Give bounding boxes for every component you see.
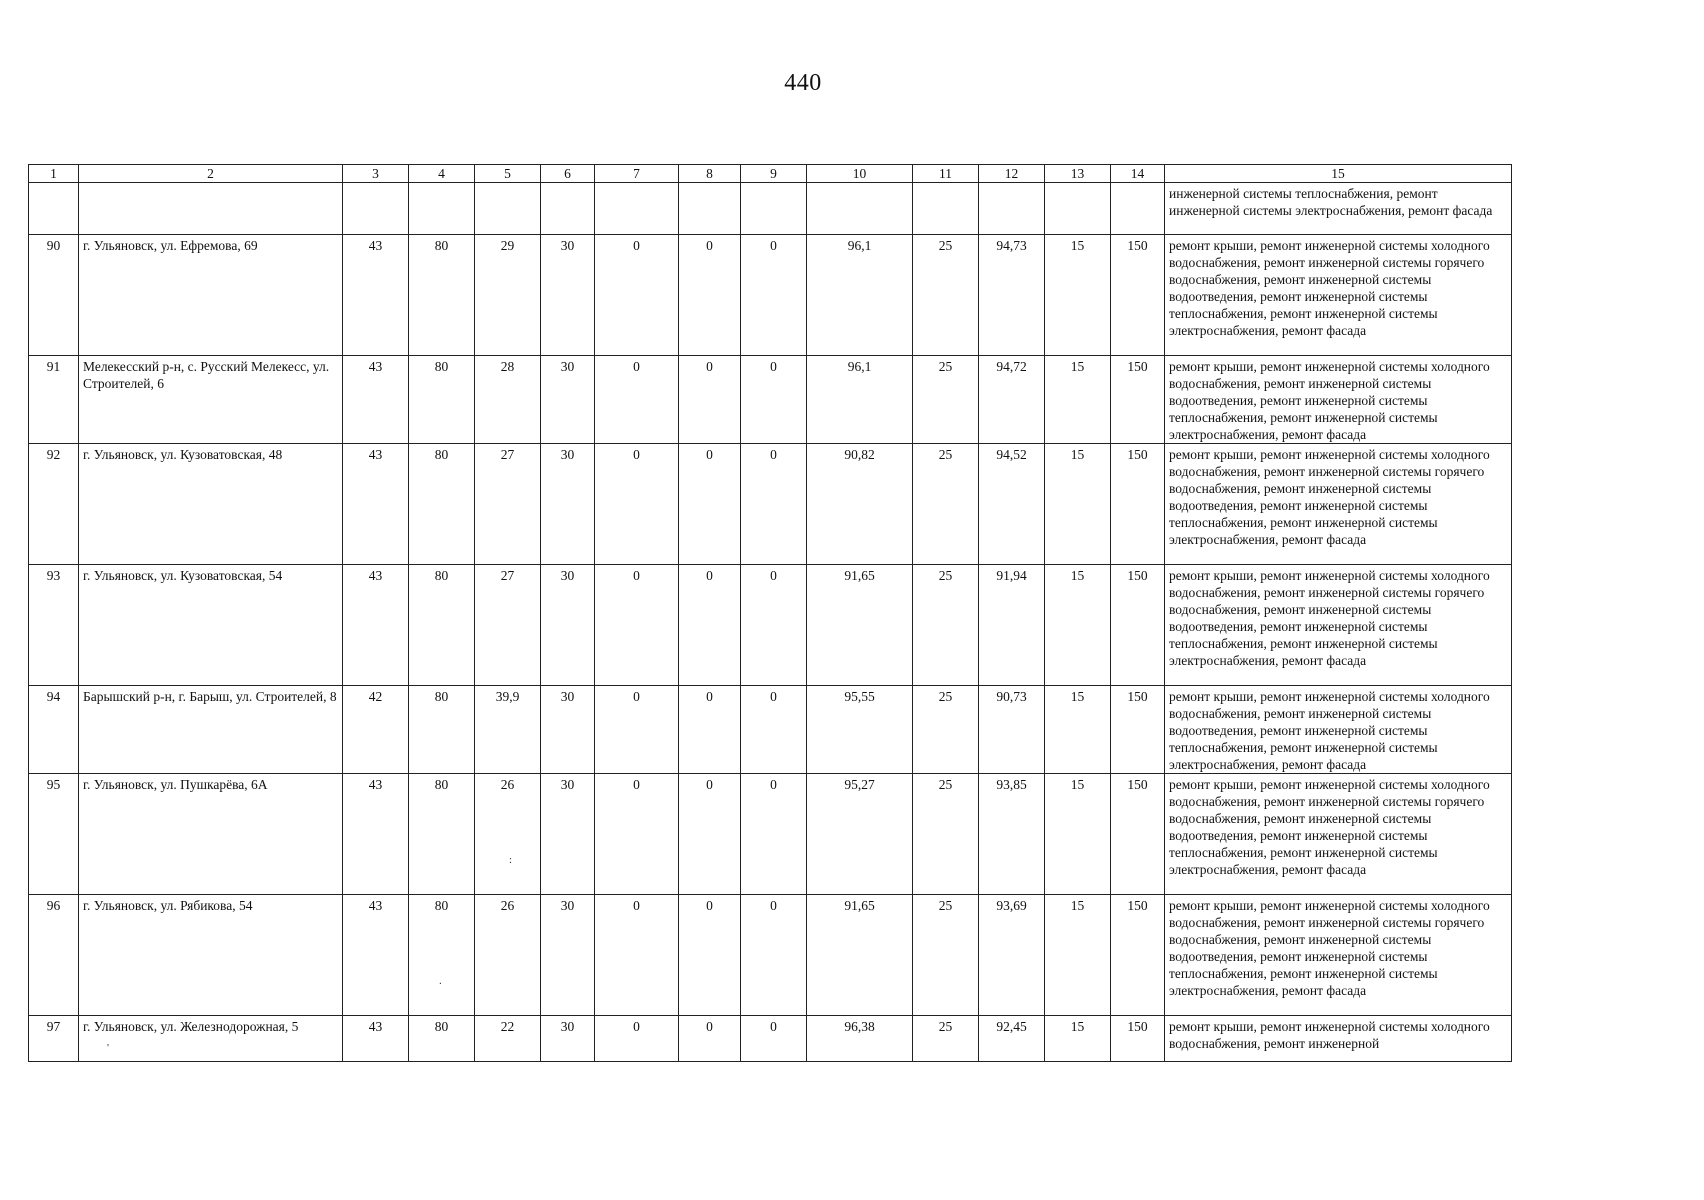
- cell: 43: [343, 895, 409, 1016]
- address-cell: г. Ульяновск, ул. Кузоватовская, 48: [79, 444, 343, 565]
- table-row: [29, 895, 1512, 1016]
- cell: 150: [1111, 686, 1165, 774]
- cell: 25: [913, 1016, 979, 1062]
- column-header: 2: [79, 165, 343, 183]
- cell: 0: [595, 565, 679, 686]
- cell: 0: [741, 1016, 807, 1062]
- cell: 15: [1045, 686, 1111, 774]
- cell: 0: [595, 774, 679, 895]
- column-header: 7: [595, 165, 679, 183]
- cell: 94,52: [979, 444, 1045, 565]
- address-cell: г. Ульяновск, ул. Пушкарёва, 6А: [79, 774, 343, 895]
- cell: 0: [595, 235, 679, 356]
- cell: 30: [541, 686, 595, 774]
- cell: 0: [741, 895, 807, 1016]
- address-cell: г. Ульяновск, ул. Рябикова, 54: [79, 895, 343, 1016]
- cell: 0: [741, 356, 807, 444]
- cell: 150: [1111, 895, 1165, 1016]
- cell: 28: [475, 356, 541, 444]
- cell: 15: [1045, 895, 1111, 1016]
- cell: 15: [1045, 565, 1111, 686]
- cell: 25: [913, 565, 979, 686]
- works-cell: ремонт крыши, ремонт инженерной системы холодного водоснабжения, ремонт инженерной системы водоотведения, ремонт инженерной системы теплоснабжения, ремонт инженерной системы электроснабжения, ремонт фасада: [1165, 686, 1512, 774]
- column-header: 13: [1045, 165, 1111, 183]
- continuation-row: [29, 183, 1512, 235]
- works-cell: ремонт крыши, ремонт инженерной системы холодного водоснабжения, ремонт инженерной системы водоотведения, ремонт инженерной системы теплоснабжения, ремонт инженерной системы электроснабжения, ремонт фасада: [1165, 356, 1512, 444]
- cell: 80: [409, 235, 475, 356]
- cell: 150: [1111, 774, 1165, 895]
- cell: 25: [913, 235, 979, 356]
- cell: 43: [343, 1016, 409, 1062]
- cell: 0: [595, 895, 679, 1016]
- cell: 92,45: [979, 1016, 1045, 1062]
- column-header: 11: [913, 165, 979, 183]
- cell: 90,82: [807, 444, 913, 565]
- row-number: 97: [29, 1016, 79, 1062]
- address-cell: Барышский р-н, г. Барыш, ул. Строителей, 8: [79, 686, 343, 774]
- cell: 30: [541, 1016, 595, 1062]
- cell: 0: [679, 774, 741, 895]
- cell: 150: [1111, 565, 1165, 686]
- cell: 0: [679, 444, 741, 565]
- cell: 0: [595, 1016, 679, 1062]
- cell: 0: [741, 774, 807, 895]
- row-number: 95: [29, 774, 79, 895]
- cell: 94,72: [979, 356, 1045, 444]
- cell: 15: [1045, 235, 1111, 356]
- cell: 91,94: [979, 565, 1045, 686]
- cell: 15: [1045, 1016, 1111, 1062]
- cell: 95,55: [807, 686, 913, 774]
- cell: 30: [541, 444, 595, 565]
- works-cell: инженерной системы теплоснабжения, ремонт инженерной системы электроснабжения, ремонт фасада: [1165, 183, 1512, 235]
- cell: 0: [741, 686, 807, 774]
- column-header: 15: [1165, 165, 1512, 183]
- works-cell: ремонт крыши, ремонт инженерной системы холодного водоснабжения, ремонт инженерной системы горячего водоснабжения, ремонт инженерной системы водоотведения, ремонт инженерной системы теплоснабжения, ремонт инженерной системы электроснабжения, ремонт фасада: [1165, 774, 1512, 895]
- table-row: [29, 444, 1512, 565]
- cell: 0: [741, 235, 807, 356]
- table-row: [29, 774, 1512, 895]
- cell-value: 26: [500, 777, 515, 792]
- cell: 22: [475, 1016, 541, 1062]
- cell: 0: [679, 1016, 741, 1062]
- row-number: 96: [29, 895, 79, 1016]
- cell: 25: [913, 444, 979, 565]
- cell: 30: [541, 356, 595, 444]
- cell: 30: [541, 235, 595, 356]
- cell: 25: [913, 686, 979, 774]
- cell: [475, 774, 541, 895]
- cell: 0: [679, 565, 741, 686]
- cell: 93,69: [979, 895, 1045, 1016]
- cell: 80: [409, 444, 475, 565]
- column-header: 9: [741, 165, 807, 183]
- cell: 91,65: [807, 895, 913, 1016]
- cell: 96,38: [807, 1016, 913, 1062]
- cell: 150: [1111, 444, 1165, 565]
- column-header: 4: [409, 165, 475, 183]
- cell: 25: [913, 356, 979, 444]
- cell: 80: [409, 774, 475, 895]
- cell: 0: [679, 235, 741, 356]
- works-cell: ремонт крыши, ремонт инженерной системы холодного водоснабжения, ремонт инженерной системы горячего водоснабжения, ремонт инженерной системы водоотведения, ремонт инженерной системы теплоснабжения, ремонт инженерной системы электроснабжения, ремонт фасада: [1165, 444, 1512, 565]
- table-row: [29, 235, 1512, 356]
- works-cell: ремонт крыши, ремонт инженерной системы холодного водоснабжения, ремонт инженерной: [1165, 1016, 1512, 1062]
- row-number: 91: [29, 356, 79, 444]
- cell: 95,27: [807, 774, 913, 895]
- address-cell: г. Ульяновск, ул. Ефремова, 69: [79, 235, 343, 356]
- cell: 0: [679, 686, 741, 774]
- column-header: 3: [343, 165, 409, 183]
- cell: 96,1: [807, 235, 913, 356]
- cell: 26: [475, 895, 541, 1016]
- cell: 80: [409, 1016, 475, 1062]
- cell: 0: [741, 444, 807, 565]
- column-header: 6: [541, 165, 595, 183]
- column-header: 8: [679, 165, 741, 183]
- cell: 0: [741, 565, 807, 686]
- scan-speck: ': [107, 1042, 109, 1054]
- works-cell: ремонт крыши, ремонт инженерной системы холодного водоснабжения, ремонт инженерной системы горячего водоснабжения, ремонт инженерной системы водоотведения, ремонт инженерной системы теплоснабжения, ремонт инженерной системы электроснабжения, ремонт фасада: [1165, 565, 1512, 686]
- row-number: 92: [29, 444, 79, 565]
- table-row: [29, 565, 1512, 686]
- cell: 80: [409, 686, 475, 774]
- page-number: 440: [784, 70, 822, 96]
- address-text: г. Ульяновск, ул. Железнодорожная, 5: [83, 1019, 299, 1034]
- row-number: 90: [29, 235, 79, 356]
- cell: 27: [475, 565, 541, 686]
- cell: [409, 895, 475, 1016]
- cell: 27: [475, 444, 541, 565]
- cell: 43: [343, 235, 409, 356]
- works-cell: ремонт крыши, ремонт инженерной системы холодного водоснабжения, ремонт инженерной системы горячего водоснабжения, ремонт инженерной системы водоотведения, ремонт инженерной системы теплоснабжения, ремонт инженерной системы электроснабжения, ремонт фасада: [1165, 895, 1512, 1016]
- cell: 43: [343, 565, 409, 686]
- address-cell: г. Ульяновск, ул. Кузоватовская, 54: [79, 565, 343, 686]
- cell: 90,73: [979, 686, 1045, 774]
- cell: 0: [595, 356, 679, 444]
- cell: 30: [541, 774, 595, 895]
- column-header: 5: [475, 165, 541, 183]
- cell: 0: [679, 895, 741, 1016]
- cell: 39,9: [475, 686, 541, 774]
- cell: 150: [1111, 235, 1165, 356]
- column-header: 1: [29, 165, 79, 183]
- cell: 96,1: [807, 356, 913, 444]
- cell: 150: [1111, 356, 1165, 444]
- cell: 25: [913, 774, 979, 895]
- cell: 25: [913, 895, 979, 1016]
- table-row: [29, 1016, 1512, 1062]
- cell: 93,85: [979, 774, 1045, 895]
- cell: 43: [343, 444, 409, 565]
- cell: 15: [1045, 356, 1111, 444]
- column-header: 12: [979, 165, 1045, 183]
- row-number: 94: [29, 686, 79, 774]
- address-cell: Мелекесский р-н, с. Русский Мелекесс, ул. Строителей, 6: [79, 356, 343, 444]
- cell: 43: [343, 774, 409, 895]
- scan-speck: .: [439, 975, 442, 987]
- column-number-row: [29, 165, 1512, 183]
- cell: 30: [541, 895, 595, 1016]
- column-header: 14: [1111, 165, 1165, 183]
- repair-program-table: [28, 164, 1512, 1062]
- cell: 80: [409, 565, 475, 686]
- table-row: [29, 686, 1512, 774]
- cell: 30: [541, 565, 595, 686]
- cell: 0: [595, 444, 679, 565]
- cell: 94,73: [979, 235, 1045, 356]
- cell: 0: [679, 356, 741, 444]
- cell: 29: [475, 235, 541, 356]
- cell: 43: [343, 356, 409, 444]
- cell: 0: [595, 686, 679, 774]
- address-cell: [79, 1016, 343, 1062]
- works-cell: ремонт крыши, ремонт инженерной системы холодного водоснабжения, ремонт инженерной системы горячего водоснабжения, ремонт инженерной системы водоотведения, ремонт инженерной системы теплоснабжения, ремонт инженерной системы электроснабжения, ремонт фасада: [1165, 235, 1512, 356]
- cell: 80: [409, 356, 475, 444]
- row-number: 93: [29, 565, 79, 686]
- cell: 15: [1045, 444, 1111, 565]
- cell: 15: [1045, 774, 1111, 895]
- cell-value: 80: [434, 898, 449, 913]
- cell: 42: [343, 686, 409, 774]
- table-row: [29, 356, 1512, 444]
- column-header: 10: [807, 165, 913, 183]
- cell: 150: [1111, 1016, 1165, 1062]
- cell: 91,65: [807, 565, 913, 686]
- scan-speck: :: [509, 854, 513, 866]
